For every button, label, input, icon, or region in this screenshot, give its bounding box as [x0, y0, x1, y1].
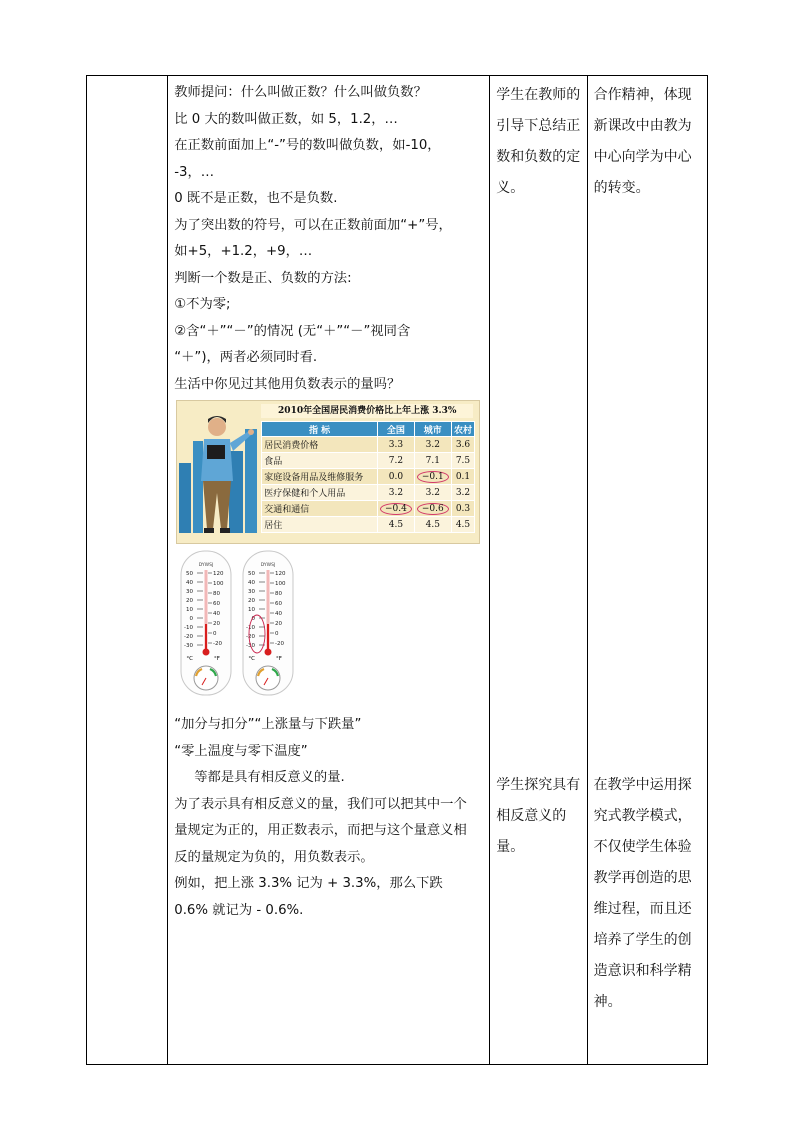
cpi-row-label: 家庭设备用品及维修服务	[262, 469, 378, 485]
celsius-tick: 30	[186, 589, 194, 595]
text-line: 相反意义的量。	[496, 808, 567, 855]
text-line: 不仅使学生体验	[593, 839, 692, 855]
text-line: 例如，把上涨 3.3% 记为 + 3.3%，那么下跌	[174, 876, 443, 891]
cpi-row-label: 食品	[262, 453, 378, 469]
celsius-tick: 40	[186, 580, 194, 586]
text-line: 0.6% 就记为 - 0.6%.	[174, 902, 304, 918]
blank-column-cell	[87, 76, 168, 1065]
fahrenheit-tick: 0	[275, 631, 279, 637]
text-line: 为了表示具有相反意义的量，我们可以把其中一个	[174, 796, 467, 812]
cpi-header-cell: 全国	[377, 422, 414, 437]
fahrenheit-tick: 0	[213, 631, 217, 637]
cpi-table	[261, 421, 475, 533]
thermometer-figures	[180, 550, 483, 696]
fahrenheit-unit: °F	[214, 656, 221, 662]
cpi-row-label: 医疗保健和个人用品	[262, 485, 378, 501]
text-line: 引导下总结正	[496, 118, 581, 134]
cpi-figure	[176, 400, 480, 544]
cpi-value-cell	[451, 517, 475, 533]
teaching-content-cell	[168, 76, 490, 1065]
thermometer-image-circled	[242, 550, 294, 696]
cpi-value: 3.3	[388, 439, 404, 450]
celsius-tick: 0	[189, 616, 194, 622]
design-intent-text-1	[588, 76, 697, 204]
fahrenheit-tick: 60	[275, 601, 283, 607]
fahrenheit-unit: °F	[276, 656, 283, 662]
celsius-tick: -30	[184, 643, 194, 649]
text-line: ①不为零;	[174, 297, 231, 312]
cpi-row	[262, 437, 475, 453]
celsius-tick: -20	[246, 634, 256, 640]
cpi-value: −0.1	[417, 471, 449, 483]
text-line: 合作精神，体现	[593, 87, 692, 103]
cpi-value: 3.6	[455, 439, 471, 450]
fahrenheit-tick: 40	[275, 611, 283, 617]
text-line: “零上温度与零下温度”	[174, 743, 308, 759]
celsius-tick: 30	[248, 589, 256, 595]
cpi-value-cell	[414, 453, 451, 469]
cpi-value: −0.4	[380, 503, 412, 515]
cpi-value-cell	[377, 485, 414, 501]
cpi-value: 3.2	[425, 487, 440, 498]
text-line: 等都是具有相反意义的量.	[194, 770, 345, 785]
thermometer-brand: DYWSJ	[260, 563, 276, 568]
cpi-value: 4.5	[455, 519, 471, 530]
cpi-value: 4.5	[425, 519, 440, 530]
celsius-unit: °C	[248, 656, 256, 662]
cpi-value-cell	[414, 485, 451, 501]
celsius-tick: -20	[184, 634, 194, 640]
text-line: 在正数前面加上“-”号的数叫做负数，如-10，	[174, 138, 441, 153]
thermometer-mercury	[267, 624, 269, 650]
cpi-row-label: 交通和通信	[262, 501, 378, 517]
text-line: 量规定为正的，用正数表示，而把与这个量意义相	[174, 823, 467, 838]
cpi-row	[262, 453, 475, 469]
cpi-value: 7.1	[425, 455, 440, 466]
cpi-value-cell	[377, 517, 414, 533]
celsius-tick: -10	[246, 625, 256, 631]
content-lines-top	[174, 80, 483, 398]
cpi-value: 0.3	[455, 503, 471, 514]
cpi-value-cell	[414, 517, 451, 533]
celsius-tick: 50	[186, 571, 194, 577]
text-line: 学生在教师的	[496, 87, 581, 103]
celsius-tick: 10	[186, 607, 194, 613]
student-activity-cell	[490, 76, 587, 1065]
student-activity-text-2	[490, 766, 586, 863]
text-line: 教学再创造的思	[593, 870, 692, 886]
cpi-header-cell: 城市	[414, 422, 451, 437]
text-line: 神。	[593, 994, 622, 1010]
text-line: 学生探究具有	[496, 777, 581, 793]
fahrenheit-tick: 20	[213, 621, 221, 627]
celsius-unit: °C	[186, 656, 194, 662]
cpi-title: 2010年全国居民消费价格比上年上涨 3.3%	[261, 404, 473, 418]
text-line: 培养了学生的创	[593, 932, 692, 948]
cpi-value-cell	[451, 501, 475, 517]
fahrenheit-tick: 100	[213, 581, 224, 587]
cpi-value-cell	[451, 437, 475, 453]
text-line: 在教学中运用探	[593, 777, 692, 793]
cpi-value-cell	[451, 485, 475, 501]
text-line: 比 0 大的数叫做正数，如 5，1.2，…	[174, 111, 398, 127]
celsius-tick: 20	[248, 598, 256, 604]
fahrenheit-tick: 120	[213, 571, 224, 577]
cpi-value-cell	[377, 501, 414, 517]
cpi-value: 3.2	[455, 487, 471, 498]
text-line: -3，…	[174, 164, 215, 180]
text-line: 义。	[496, 180, 525, 196]
lesson-table	[86, 75, 708, 1065]
thermometer-bulb	[265, 649, 272, 656]
text-line: 的转变。	[593, 180, 650, 196]
fahrenheit-tick: 80	[275, 591, 283, 597]
cpi-value: 0.0	[388, 471, 404, 482]
text-line: ②含“＋”“－”的情况 (无“＋”“－”视同含	[174, 323, 411, 339]
thermometer-mercury	[205, 624, 207, 650]
fahrenheit-tick: -20	[275, 641, 285, 647]
cpi-value-cell	[414, 501, 451, 517]
celsius-tick: 40	[248, 580, 256, 586]
text-line: 新课改中由教为	[593, 118, 692, 134]
cpi-value-cell	[451, 469, 475, 485]
cpi-row	[262, 517, 475, 533]
cpi-value: 4.5	[388, 519, 404, 530]
cpi-value: 7.2	[388, 455, 404, 466]
text-line: 究式教学模式，	[593, 808, 692, 824]
fahrenheit-tick: 40	[213, 611, 221, 617]
celsius-tick: 10	[248, 607, 256, 613]
text-line: 判断一个数是正、负数的方法:	[174, 270, 352, 286]
celsius-tick: -10	[184, 625, 194, 631]
cpi-row	[262, 501, 475, 517]
text-line: 教师提问：什么叫做正数？什么叫做负数？	[174, 85, 427, 100]
celsius-tick: 50	[248, 571, 256, 577]
fahrenheit-tick: 60	[213, 601, 221, 607]
text-line: 造意识和科学精	[593, 963, 692, 979]
cpi-row-label: 居住	[262, 517, 378, 533]
thermometer-bulb	[203, 649, 210, 656]
fahrenheit-tick: 20	[275, 621, 283, 627]
cpi-value: 0.1	[455, 471, 471, 482]
text-line: 如+5，+1.2，+9，…	[174, 244, 313, 259]
text-line: 0 既不是正数，也不是负数.	[174, 191, 338, 206]
content-lines-bottom	[174, 712, 483, 924]
celsius-tick: 0	[251, 616, 256, 622]
cpi-value-cell	[451, 453, 475, 469]
cpi-value: −0.6	[417, 503, 449, 515]
fahrenheit-tick: 100	[275, 581, 286, 587]
student-activity-text-1	[490, 76, 585, 204]
text-line: 反的量规定为负的，用负数表示。	[174, 849, 374, 865]
text-line: “加分与扣分”“上涨量与下跌量”	[174, 717, 362, 732]
celsius-tick: -30	[246, 643, 256, 649]
thermometer-brand: DYWSJ	[198, 563, 214, 568]
thermometer-image	[180, 550, 232, 696]
cpi-value: 7.5	[455, 455, 471, 466]
cpi-value: 3.2	[425, 439, 440, 450]
cpi-value-cell	[414, 437, 451, 453]
cpi-row-label: 居民消费价格	[262, 437, 378, 453]
cpi-value-cell	[377, 469, 414, 485]
text-line: 数和负数的定	[496, 149, 581, 165]
cpi-value-cell	[377, 453, 414, 469]
cpi-value-cell	[377, 437, 414, 453]
text-line: “＋”)，两者必须同时看.	[174, 350, 318, 365]
cpi-row	[262, 469, 475, 485]
fahrenheit-tick: -20	[213, 641, 223, 647]
cpi-header-cell: 指 标	[262, 422, 378, 437]
design-intent-text-2	[588, 766, 697, 1018]
teacher-illustration	[177, 401, 261, 541]
celsius-tick: 20	[186, 598, 194, 604]
cpi-value-cell	[414, 469, 451, 485]
design-intent-cell	[587, 76, 707, 1065]
fahrenheit-tick: 120	[275, 571, 286, 577]
text-line: 维过程，而且还	[593, 901, 692, 917]
cpi-value: 3.2	[388, 487, 404, 498]
fahrenheit-tick: 80	[213, 591, 221, 597]
cpi-row	[262, 485, 475, 501]
text-line: 为了突出数的符号，可以在正数前面加“+”号，	[174, 217, 452, 233]
cpi-header-cell: 农村	[451, 422, 475, 437]
text-line: 中心向学为中心	[593, 149, 692, 165]
text-line: 生活中你见过其他用负数表示的量吗？	[174, 376, 401, 392]
